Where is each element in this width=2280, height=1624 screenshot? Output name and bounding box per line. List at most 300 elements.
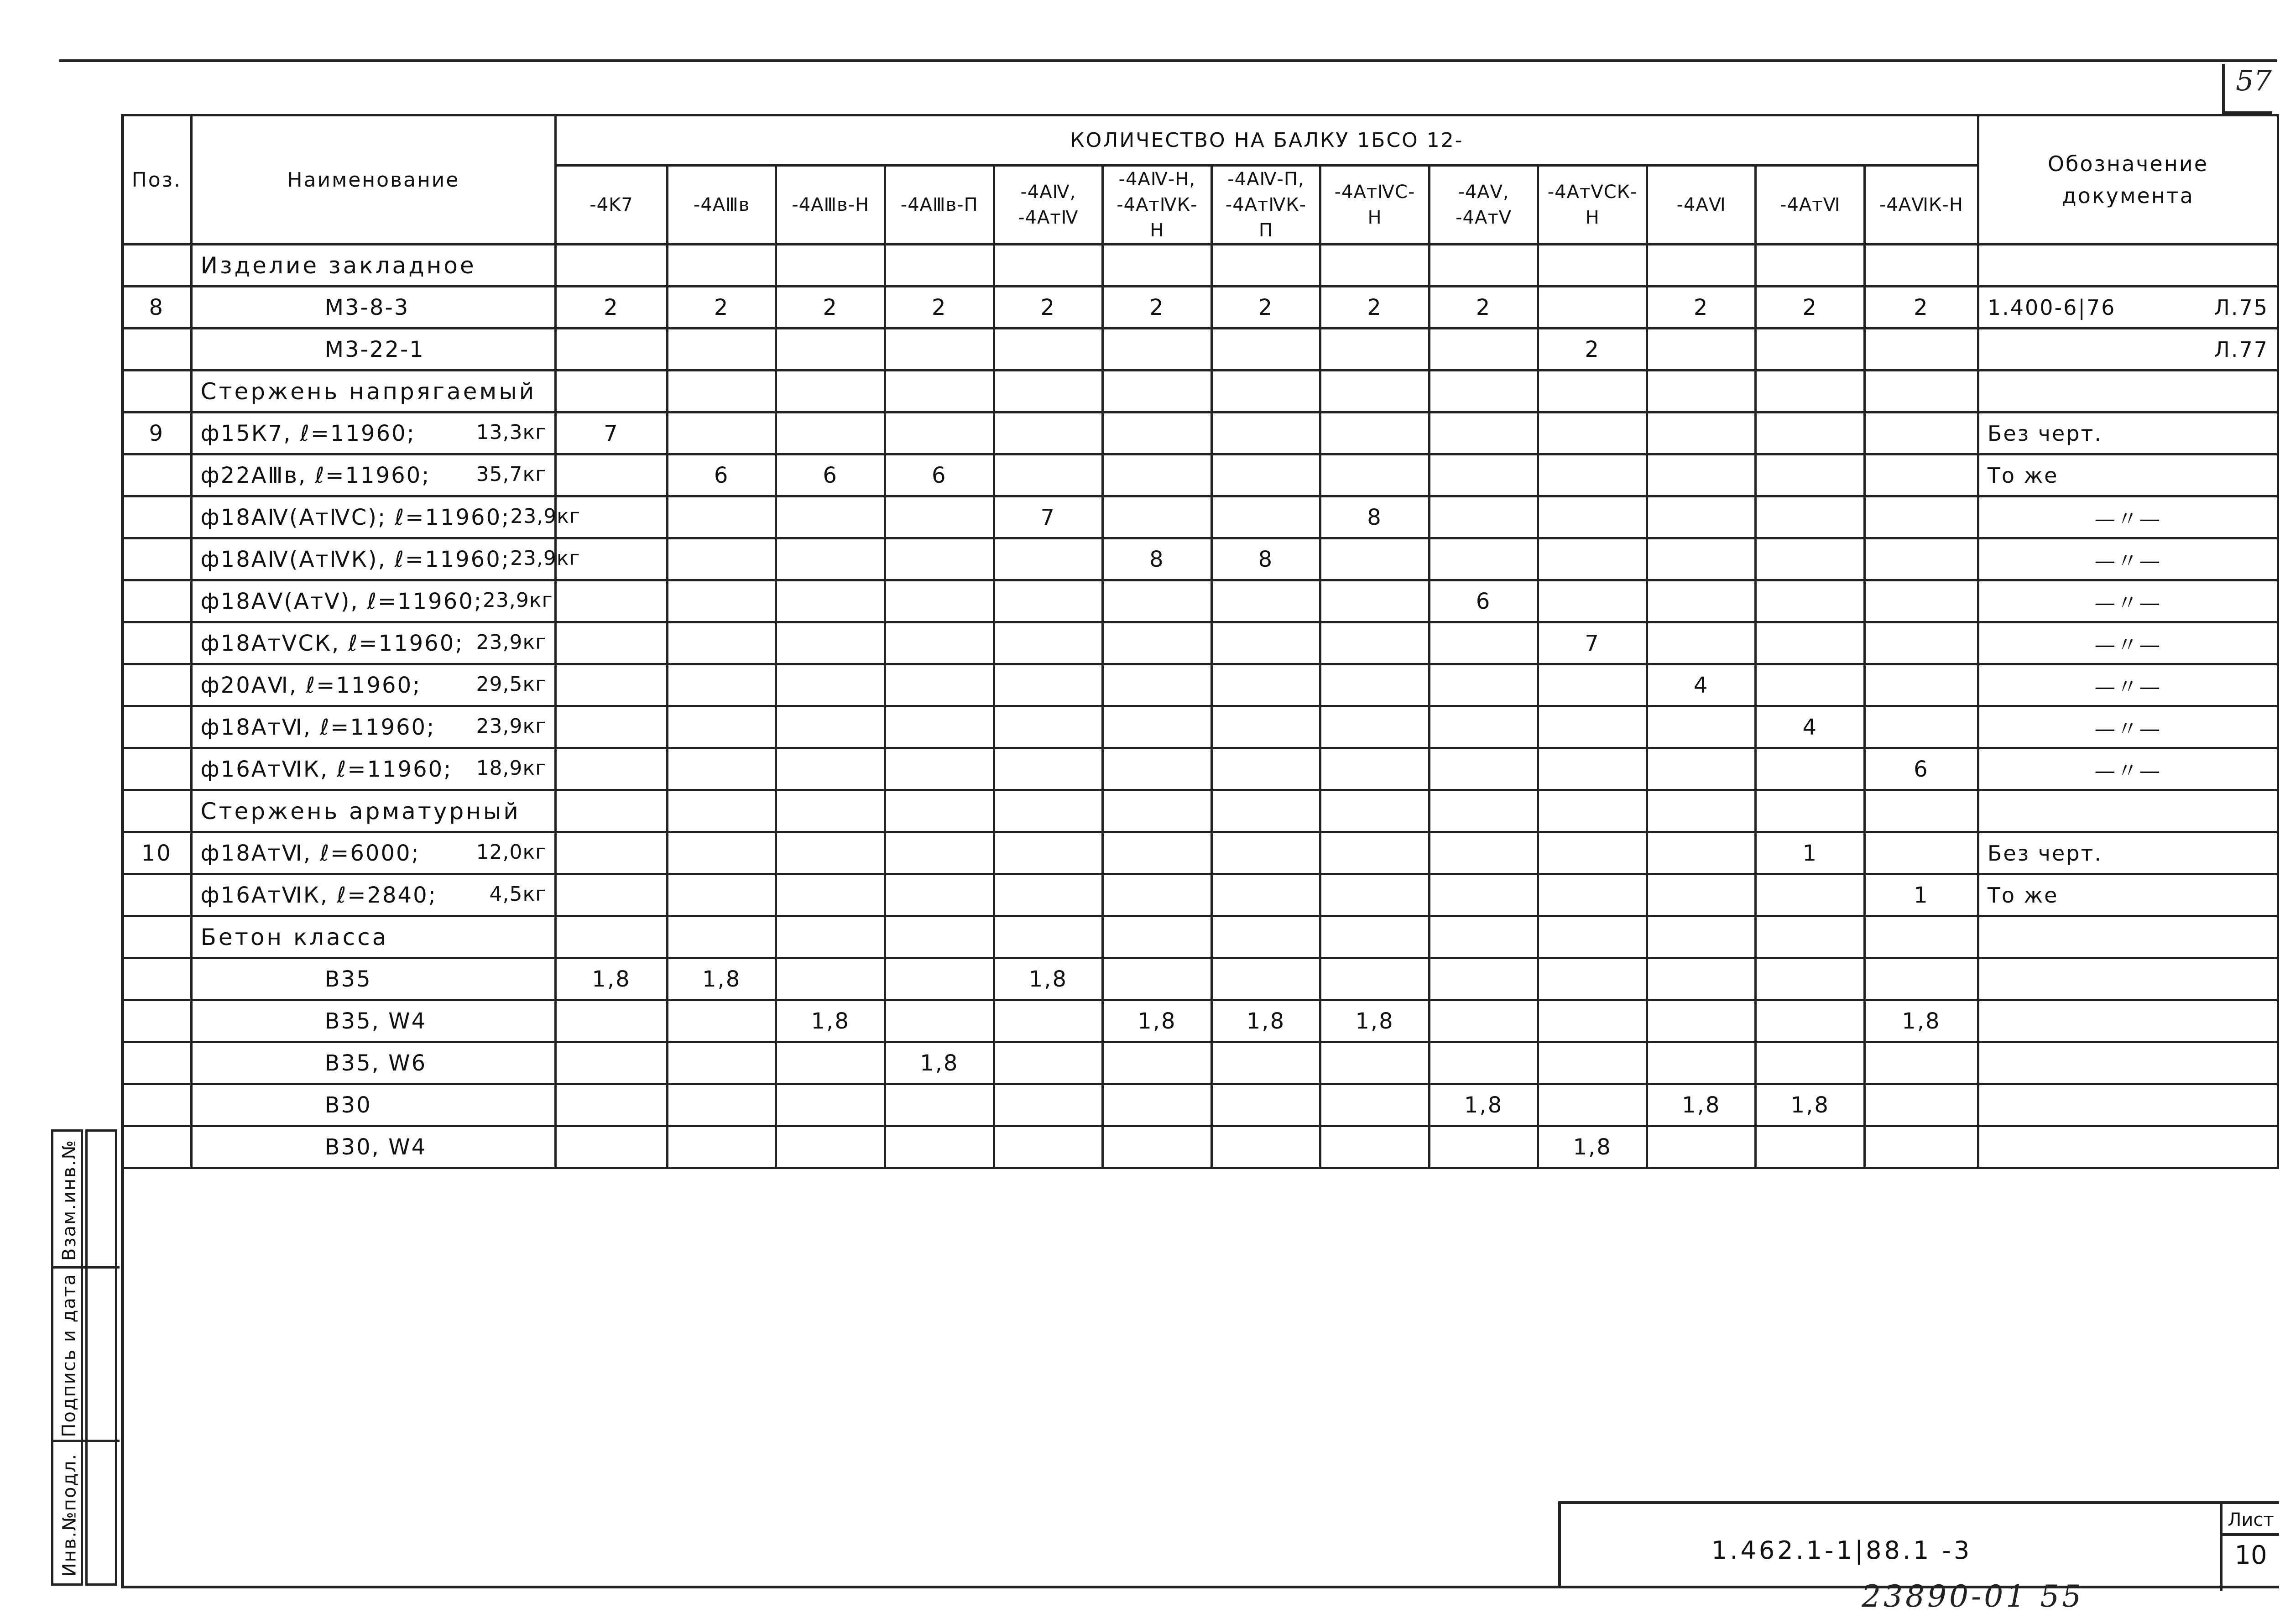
quantity-cell: 1,8 bbox=[1429, 1084, 1538, 1126]
pos-cell bbox=[122, 371, 192, 413]
quantity-cell: 1,8 bbox=[667, 958, 776, 1000]
quantity-cell bbox=[1429, 245, 1538, 287]
quantity-cell bbox=[667, 622, 776, 664]
quantity-cell bbox=[1103, 1042, 1212, 1084]
table-row bbox=[122, 580, 2278, 622]
spec-body bbox=[122, 245, 2278, 1168]
quantity-cell bbox=[776, 1126, 885, 1168]
quantity-cell bbox=[1429, 454, 1538, 496]
table-row bbox=[122, 454, 2278, 496]
quantity-cell bbox=[885, 832, 994, 874]
quantity-cell bbox=[1320, 748, 1430, 790]
quantity-cell bbox=[1647, 538, 1756, 580]
quantity-cell bbox=[1103, 454, 1212, 496]
quantity-cell bbox=[1538, 538, 1647, 580]
quantity-cell bbox=[1211, 748, 1320, 790]
item-name: ф15К7, ℓ=11960; bbox=[200, 420, 416, 446]
quantity-cell bbox=[667, 1126, 776, 1168]
name-cell bbox=[191, 496, 580, 538]
quantity-cell bbox=[1647, 832, 1756, 874]
quantity-cell bbox=[776, 1042, 885, 1084]
doc-cell bbox=[1978, 832, 2278, 874]
quantity-cell: 7 bbox=[994, 496, 1103, 538]
quantity-cell: 1,8 bbox=[1103, 1000, 1212, 1042]
quantity-cell bbox=[1865, 916, 1978, 958]
header-col: -4AⅥ bbox=[1647, 166, 1756, 245]
table-row bbox=[122, 622, 2278, 664]
quantity-cell bbox=[1211, 790, 1320, 832]
quantity-cell bbox=[994, 874, 1103, 916]
quantity-cell: 2 bbox=[556, 287, 668, 329]
quantity-cell bbox=[1103, 1084, 1212, 1126]
table-row bbox=[122, 538, 2278, 580]
pos-cell bbox=[122, 916, 192, 958]
quantity-cell bbox=[1865, 1084, 1978, 1126]
quantity-cell bbox=[776, 371, 885, 413]
doc-cell bbox=[1978, 329, 2278, 371]
name-cell bbox=[191, 748, 556, 790]
quantity-cell bbox=[776, 1084, 885, 1126]
pos-cell bbox=[122, 664, 192, 706]
quantity-cell: 6 bbox=[667, 454, 776, 496]
quantity-cell bbox=[1320, 706, 1430, 748]
doc-ref: Без черт. bbox=[1987, 421, 2103, 446]
quantity-cell: 2 bbox=[1865, 287, 1978, 329]
item-mass: 18,9кг bbox=[476, 756, 547, 780]
quantity-cell bbox=[1103, 958, 1212, 1000]
quantity-cell bbox=[1647, 454, 1756, 496]
quantity-cell bbox=[1865, 245, 1978, 287]
quantity-cell bbox=[885, 371, 994, 413]
table-row bbox=[122, 748, 2278, 790]
doc-cell bbox=[1978, 538, 2278, 580]
pos-cell bbox=[122, 748, 192, 790]
quantity-cell: 2 bbox=[1103, 287, 1212, 329]
quantity-cell bbox=[1865, 538, 1978, 580]
quantity-cell bbox=[667, 538, 776, 580]
quantity-cell: 4 bbox=[1756, 706, 1865, 748]
quantity-cell bbox=[1429, 622, 1538, 664]
quantity-cell bbox=[1429, 916, 1538, 958]
header-col: -4AтⅣС-Н bbox=[1320, 166, 1430, 245]
quantity-cell bbox=[1647, 245, 1756, 287]
quantity-cell bbox=[1320, 538, 1430, 580]
quantity-cell bbox=[1865, 958, 1978, 1000]
section-row bbox=[122, 245, 2278, 287]
doc-ref: Без черт. bbox=[1987, 841, 2103, 866]
quantity-cell bbox=[556, 329, 668, 371]
header-col: -4AⅢв bbox=[667, 166, 776, 245]
sheet-label: Лист bbox=[2223, 1504, 2279, 1536]
quantity-cell: 6 bbox=[1429, 580, 1538, 622]
quantity-cell: 2 bbox=[1538, 329, 1647, 371]
header-col: -4K7 bbox=[556, 166, 668, 245]
doc-cell bbox=[1978, 580, 2278, 622]
quantity-cell bbox=[776, 958, 885, 1000]
header-col: -4AⅣ, -4AтⅣ bbox=[994, 166, 1103, 245]
quantity-cell bbox=[1211, 622, 1320, 664]
pos-cell bbox=[122, 1000, 192, 1042]
doc-cell bbox=[1978, 790, 2278, 832]
item-mass: 12,0кг bbox=[476, 840, 547, 864]
quantity-cell bbox=[1103, 874, 1212, 916]
header-col: -4AⅢв-Н bbox=[776, 166, 885, 245]
quantity-cell bbox=[885, 622, 994, 664]
quantity-cell: 2 bbox=[667, 287, 776, 329]
quantity-cell bbox=[1647, 958, 1756, 1000]
quantity-cell bbox=[885, 790, 994, 832]
quantity-cell bbox=[1756, 748, 1865, 790]
quantity-cell: 8 bbox=[1211, 538, 1320, 580]
quantity-cell bbox=[1103, 916, 1212, 958]
doc-cell bbox=[1978, 413, 2278, 454]
item-mass: 35,7кг bbox=[476, 462, 547, 486]
quantity-cell bbox=[1756, 1000, 1865, 1042]
quantity-cell bbox=[667, 706, 776, 748]
quantity-cell bbox=[1320, 664, 1430, 706]
pos-cell bbox=[122, 496, 192, 538]
name-cell: В35 bbox=[191, 958, 556, 1000]
quantity-cell: 1,8 bbox=[885, 1042, 994, 1084]
quantity-cell bbox=[994, 664, 1103, 706]
doc-cell bbox=[1978, 874, 2278, 916]
quantity-cell bbox=[1865, 371, 1978, 413]
quantity-cell bbox=[1429, 832, 1538, 874]
quantity-cell bbox=[556, 580, 668, 622]
name-cell: В30, W4 bbox=[191, 1126, 556, 1168]
quantity-cell bbox=[1103, 664, 1212, 706]
name-cell: В35, W4 bbox=[191, 1000, 556, 1042]
title-block bbox=[1558, 1501, 2279, 1588]
quantity-cell bbox=[1320, 790, 1430, 832]
quantity-cell bbox=[1865, 1126, 1978, 1168]
doc-cell bbox=[1978, 622, 2278, 664]
quantity-cell: 1,8 bbox=[556, 958, 668, 1000]
sheet-number: 10 bbox=[2234, 1540, 2267, 1570]
name-cell bbox=[191, 580, 556, 622]
quantity-cell bbox=[1320, 454, 1430, 496]
header-col: -4AⅤ, -4AтⅤ bbox=[1429, 166, 1538, 245]
doc-cell bbox=[1978, 1042, 2278, 1084]
quantity-cell bbox=[1103, 245, 1212, 287]
stamp-inv-label: Инв.№подл. bbox=[59, 1453, 80, 1577]
pos-cell bbox=[122, 329, 192, 371]
name-cell: М3-22-1 bbox=[191, 329, 556, 371]
quantity-cell bbox=[1538, 413, 1647, 454]
quantity-cell bbox=[776, 832, 885, 874]
quantity-cell bbox=[1865, 496, 1978, 538]
quantity-cell bbox=[1103, 790, 1212, 832]
quantity-cell bbox=[667, 245, 776, 287]
quantity-cell: 1,8 bbox=[1756, 1084, 1865, 1126]
quantity-cell bbox=[1647, 1000, 1756, 1042]
quantity-cell bbox=[994, 413, 1103, 454]
quantity-cell bbox=[1429, 1042, 1538, 1084]
quantity-cell bbox=[776, 538, 885, 580]
doc-cell bbox=[1978, 1126, 2278, 1168]
quantity-cell bbox=[1103, 832, 1212, 874]
quantity-cell bbox=[1865, 454, 1978, 496]
quantity-cell: 1 bbox=[1756, 832, 1865, 874]
quantity-cell bbox=[1647, 622, 1756, 664]
quantity-cell bbox=[1756, 245, 1865, 287]
header-col: -4AтⅤСК-Н bbox=[1538, 166, 1647, 245]
quantity-cell bbox=[885, 413, 994, 454]
quantity-cell bbox=[1538, 790, 1647, 832]
quantity-cell bbox=[776, 413, 885, 454]
doc-ref: 1.400-6|76 bbox=[1987, 295, 2116, 320]
quantity-cell bbox=[1103, 706, 1212, 748]
pos-cell: 9 bbox=[122, 413, 192, 454]
quantity-cell: 2 bbox=[1429, 287, 1538, 329]
quantity-cell bbox=[1865, 329, 1978, 371]
quantity-cell bbox=[1211, 1042, 1320, 1084]
table-row bbox=[122, 329, 2278, 371]
quantity-cell: 1,8 bbox=[776, 1000, 885, 1042]
item-name: ф18АⅣ(АтⅣС); ℓ=11960; bbox=[200, 504, 511, 530]
quantity-cell bbox=[994, 706, 1103, 748]
item-name: ф18АтⅥ, ℓ=11960; bbox=[200, 714, 436, 740]
item-mass: 23,9кг bbox=[476, 630, 547, 654]
name-cell: Стержень арматурный bbox=[191, 790, 556, 832]
quantity-cell bbox=[1320, 329, 1430, 371]
quantity-cell bbox=[556, 790, 668, 832]
quantity-cell bbox=[667, 790, 776, 832]
quantity-cell bbox=[1865, 622, 1978, 664]
quantity-cell bbox=[1211, 916, 1320, 958]
quantity-cell bbox=[1103, 413, 1212, 454]
quantity-cell bbox=[1429, 790, 1538, 832]
item-mass: 23,9кг bbox=[510, 546, 580, 570]
inventory-number: 23890-01 55 bbox=[1862, 1579, 2084, 1614]
quantity-cell bbox=[1538, 748, 1647, 790]
quantity-cell bbox=[667, 371, 776, 413]
doc-cell bbox=[1978, 1084, 2278, 1126]
quantity-cell bbox=[1865, 790, 1978, 832]
header-col: -4AⅥК-Н bbox=[1865, 166, 1978, 245]
quantity-cell bbox=[1320, 1084, 1430, 1126]
header-col: -4AⅢв-П bbox=[885, 166, 994, 245]
quantity-cell bbox=[1320, 413, 1430, 454]
quantity-cell bbox=[667, 1000, 776, 1042]
quantity-cell bbox=[1756, 413, 1865, 454]
quantity-cell: 6 bbox=[1865, 748, 1978, 790]
quantity-cell bbox=[1211, 832, 1320, 874]
section-row bbox=[122, 916, 2278, 958]
quantity-cell bbox=[885, 580, 994, 622]
quantity-cell bbox=[1756, 664, 1865, 706]
quantity-cell bbox=[1211, 371, 1320, 413]
quantity-cell: 2 bbox=[994, 287, 1103, 329]
quantity-cell bbox=[1756, 622, 1865, 664]
quantity-cell: 1,8 bbox=[1647, 1084, 1756, 1126]
doc-ref: —〃— bbox=[2094, 590, 2162, 615]
quantity-cell bbox=[1865, 580, 1978, 622]
quantity-cell bbox=[1538, 916, 1647, 958]
quantity-cell bbox=[1429, 958, 1538, 1000]
quantity-cell bbox=[667, 413, 776, 454]
quantity-cell bbox=[885, 958, 994, 1000]
quantity-cell bbox=[994, 329, 1103, 371]
quantity-cell bbox=[1538, 664, 1647, 706]
quantity-cell: 1,8 bbox=[1538, 1126, 1647, 1168]
doc-ref: —〃— bbox=[2094, 632, 2162, 657]
doc-cell bbox=[1978, 245, 2278, 287]
pos-cell bbox=[122, 706, 192, 748]
quantity-cell bbox=[1538, 1042, 1647, 1084]
quantity-cell bbox=[1756, 454, 1865, 496]
quantity-cell: 8 bbox=[1103, 538, 1212, 580]
quantity-cell bbox=[1647, 916, 1756, 958]
quantity-cell: 6 bbox=[776, 454, 885, 496]
name-cell: В30 bbox=[191, 1084, 556, 1126]
name-cell: Изделие закладное bbox=[191, 245, 556, 287]
doc-cell bbox=[1978, 454, 2278, 496]
section-row bbox=[122, 790, 2278, 832]
document-code: 1.462.1-1|88.1 -3 bbox=[1711, 1536, 1972, 1565]
name-cell bbox=[191, 706, 556, 748]
quantity-cell bbox=[667, 748, 776, 790]
quantity-cell bbox=[1211, 413, 1320, 454]
quantity-cell: 7 bbox=[1538, 622, 1647, 664]
quantity-cell bbox=[1647, 1126, 1756, 1168]
quantity-cell bbox=[994, 538, 1103, 580]
quantity-cell bbox=[1647, 706, 1756, 748]
quantity-cell bbox=[1429, 538, 1538, 580]
quantity-cell bbox=[667, 329, 776, 371]
doc-cell bbox=[1978, 748, 2278, 790]
quantity-cell bbox=[994, 245, 1103, 287]
quantity-cell bbox=[667, 496, 776, 538]
item-name: ф16АтⅥК, ℓ=2840; bbox=[200, 882, 437, 908]
quantity-cell bbox=[556, 874, 668, 916]
quantity-cell bbox=[1538, 287, 1647, 329]
stamp-values-column bbox=[85, 1129, 117, 1586]
name-cell bbox=[191, 538, 580, 580]
item-name: ф18АтⅤСК, ℓ=11960; bbox=[200, 630, 464, 656]
item-name: ф18АⅤ(АтⅤ), ℓ=11960; bbox=[200, 588, 483, 614]
quantity-cell bbox=[1756, 1126, 1865, 1168]
quantity-cell bbox=[1103, 371, 1212, 413]
quantity-cell bbox=[1538, 832, 1647, 874]
doc-ref: —〃— bbox=[2094, 758, 2162, 783]
quantity-cell bbox=[1320, 622, 1430, 664]
quantity-cell bbox=[1647, 790, 1756, 832]
quantity-cell bbox=[1865, 832, 1978, 874]
quantity-cell bbox=[1538, 958, 1647, 1000]
quantity-cell bbox=[885, 748, 994, 790]
quantity-cell bbox=[1429, 1000, 1538, 1042]
quantity-cell bbox=[1647, 874, 1756, 916]
quantity-cell bbox=[994, 1126, 1103, 1168]
quantity-cell bbox=[994, 1000, 1103, 1042]
doc-cell bbox=[1978, 1000, 2278, 1042]
quantity-cell bbox=[556, 748, 668, 790]
quantity-cell bbox=[994, 454, 1103, 496]
table-row bbox=[122, 496, 2278, 538]
name-cell: Бетон класса bbox=[191, 916, 556, 958]
quantity-cell bbox=[556, 916, 668, 958]
quantity-cell bbox=[1211, 958, 1320, 1000]
header-quantity: КОЛИЧЕСТВО НА БАЛКУ 1БСО 12- bbox=[556, 115, 1978, 166]
quantity-cell bbox=[1538, 706, 1647, 748]
quantity-cell bbox=[1647, 413, 1756, 454]
item-name: ф16АтⅥК, ℓ=11960; bbox=[200, 756, 453, 782]
quantity-cell: 2 bbox=[1320, 287, 1430, 329]
quantity-cell bbox=[994, 832, 1103, 874]
quantity-cell bbox=[885, 1126, 994, 1168]
quantity-cell bbox=[994, 790, 1103, 832]
quantity-cell bbox=[885, 874, 994, 916]
quantity-cell bbox=[1211, 454, 1320, 496]
quantity-cell bbox=[1865, 664, 1978, 706]
quantity-cell bbox=[556, 706, 668, 748]
quantity-cell bbox=[1103, 329, 1212, 371]
quantity-cell bbox=[776, 329, 885, 371]
quantity-cell bbox=[1538, 454, 1647, 496]
quantity-cell: 1,8 bbox=[1320, 1000, 1430, 1042]
quantity-cell bbox=[885, 329, 994, 371]
quantity-cell bbox=[1211, 1126, 1320, 1168]
quantity-cell bbox=[1647, 496, 1756, 538]
quantity-cell bbox=[885, 245, 994, 287]
quantity-cell bbox=[994, 916, 1103, 958]
quantity-cell bbox=[1211, 706, 1320, 748]
quantity-cell bbox=[776, 874, 885, 916]
name-cell bbox=[191, 622, 556, 664]
table-row bbox=[122, 832, 2278, 874]
quantity-cell bbox=[776, 622, 885, 664]
quantity-cell bbox=[994, 1084, 1103, 1126]
doc-sheet: Л.75 bbox=[2214, 295, 2269, 320]
quantity-cell bbox=[994, 1042, 1103, 1084]
quantity-cell bbox=[1756, 1042, 1865, 1084]
quantity-cell bbox=[994, 371, 1103, 413]
table-row bbox=[122, 1084, 2278, 1126]
quantity-cell bbox=[1865, 1042, 1978, 1084]
sheet-box bbox=[2220, 1504, 2279, 1591]
quantity-cell bbox=[1538, 245, 1647, 287]
quantity-cell: 2 bbox=[1756, 287, 1865, 329]
table-row bbox=[122, 1126, 2278, 1168]
pos-cell bbox=[122, 454, 192, 496]
quantity-cell bbox=[1429, 329, 1538, 371]
quantity-cell: 2 bbox=[1211, 287, 1320, 329]
quantity-cell bbox=[1211, 874, 1320, 916]
table-row bbox=[122, 958, 2278, 1000]
header-row-1 bbox=[122, 115, 2278, 166]
doc-ref: —〃— bbox=[2094, 506, 2162, 531]
item-mass: 29,5кг bbox=[476, 672, 547, 696]
quantity-cell bbox=[1647, 329, 1756, 371]
quantity-cell bbox=[1103, 496, 1212, 538]
quantity-cell bbox=[556, 1126, 668, 1168]
header-name: Наименование bbox=[191, 115, 556, 245]
quantity-cell bbox=[556, 245, 668, 287]
quantity-cell bbox=[1103, 580, 1212, 622]
quantity-cell: 2 bbox=[776, 287, 885, 329]
doc-cell bbox=[1978, 496, 2278, 538]
quantity-cell bbox=[1320, 580, 1430, 622]
quantity-cell bbox=[1538, 1084, 1647, 1126]
quantity-cell bbox=[556, 832, 668, 874]
table-row bbox=[122, 287, 2278, 329]
doc-ref: То же bbox=[1987, 463, 2059, 488]
header-col: -4AⅣ-Н, -4AтⅣК-Н bbox=[1103, 166, 1212, 245]
doc-cell bbox=[1978, 287, 2278, 329]
doc-ref: —〃— bbox=[2094, 548, 2162, 573]
quantity-cell: 6 bbox=[885, 454, 994, 496]
